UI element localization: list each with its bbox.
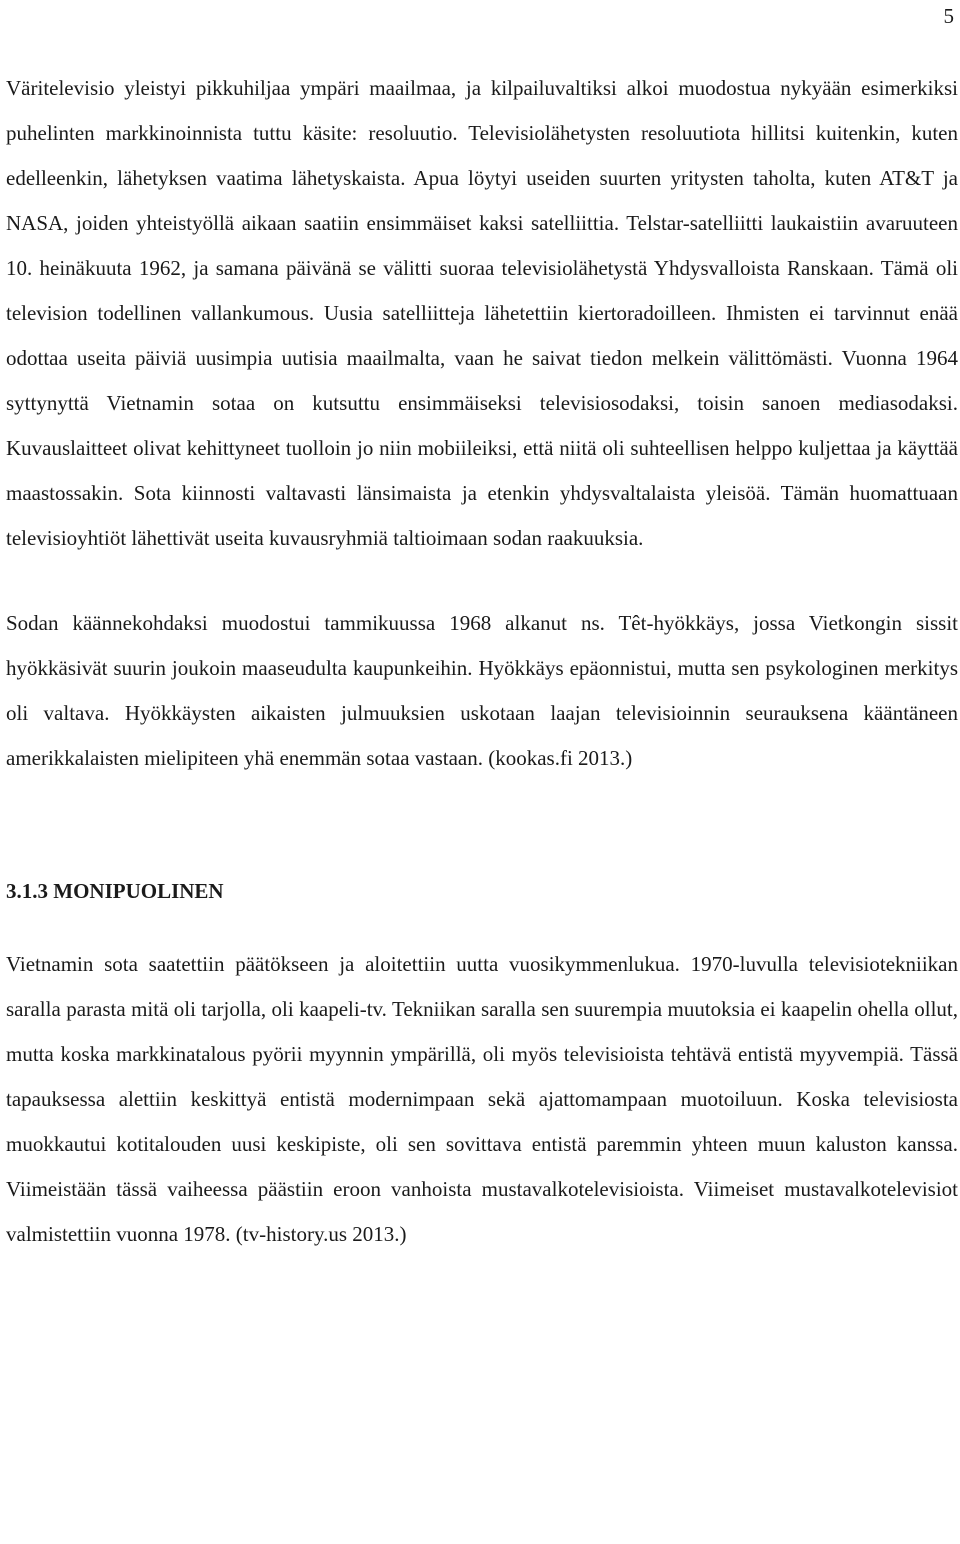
- heading-spacer: [6, 914, 958, 942]
- section-spacer: [6, 781, 958, 869]
- paragraph-satellites: Väritelevisio yleistyi pikkuhiljaa ympäri maailmaa, ja kilpailuvaltiksi alkoi muodostua nykyään esimerkiksi puhelinten markkinoinnista tuttu käsite: resoluutio. Televisiolähetysten resoluutiota hillitsi kuitenkin, kuten edelleenkin, lähetyksen vaatima lähetyskaista. Apua löytyi useiden suurten yritysten taholta, kuten AT&T ja NASA, joiden yhteistyöllä aikaan saatiin ensimmäiset kaksi satelliittia. Telstar-satelliitti laukaistiin avaruuteen 10. heinäkuuta 1962, ja samana päivänä se välitti suoraa televisiolähetystä Yhdysvalloista Ranskaan. Tämä oli television todellinen vallankumous. Uusia satelliitteja lähetettiin kiertoradoilleen. Ihmisten ei tarvinnut enää odottaa useita päiviä uusimpia uutisia maailmalta, vaan he saivat tiedon melkein välittömästi. Vuonna 1964 syttynyttä Vietnamin sotaa on kutsuttu ensimmäiseksi televisiosodaksi, toisin sanoen mediasodaksi. Kuvauslaitteet olivat kehittyneet tuolloin jo niin mobiileiksi, että niitä oli suhteellisen helppo kuljettaa ja käyttää maastossakin. Sota kiinnosti valtavasti länsimaista ja etenkin yhdysvaltalaista yleisöä. Tämän huomattuaan televisioyhtiöt lähettivät useita kuvausryhmiä taltioimaan sodan raakuuksia.: [6, 76, 958, 550]
- document-body: [6, 66, 958, 1257]
- page-number: 5: [943, 4, 954, 28]
- section-heading: 3.1.3 MONIPUOLINEN: [6, 879, 224, 903]
- paragraph-1970s: Vietnamin sota saatettiin päätökseen ja aloitettiin uutta vuosikymmenlukua. 1970-luvulla televisiotekniikan saralla parasta mitä oli tarjolla, oli kaapeli-tv. Tekniikan saralla sen suurempia muutoksia ei kaapelin ohella ollut, mutta koska markkinatalous pyörii myynnin ympärillä, oli myös televisioista tehtävä entistä myyvempiä. Tässä tapauksessa alettiin keskittyä entistä modernimpaan sekä ajattomampaan muotoiluun. Koska televisiosta muokkautui kotitalouden uusi keskipiste, oli sen sovittava entistä paremmin yhteen muun kaluston kanssa. Viimeistään tässä vaiheessa päästiin eroon vanhoista mustavalkotelevisioista. Viimeiset mustavalkotelevisiot valmistettiin vuonna 1978. (tv-history.us 2013.): [6, 952, 958, 1246]
- paragraph-spacer: [6, 561, 958, 601]
- paragraph-tet-offensive: Sodan käännekohdaksi muodostui tammikuussa 1968 alkanut ns. Têt-hyökkäys, jossa Vietkongin sissit hyökkäsivät suurin joukoin maaseudulta kaupunkeihin. Hyökkäys epäonnistui, mutta sen psykologinen merkitys oli valtava. Hyökkäysten aikaisten julmuuksien uskotaan laajan televisioinnin seurauksena kääntäneen amerikkalaisten mielipiteen yhä enemmän sotaa vastaan. (kookas.fi 2013.): [6, 611, 958, 770]
